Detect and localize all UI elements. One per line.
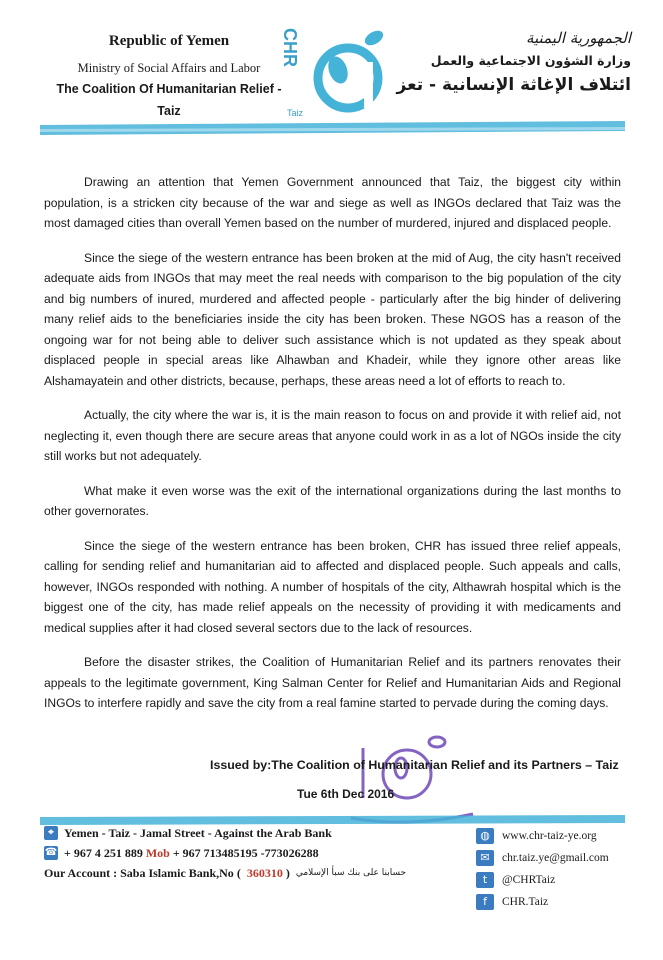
letterhead-english [44,30,294,122]
svg-text:CHR: CHR [280,28,300,67]
map-pin-icon: ⌖ [44,826,58,840]
country-name-arabic: الجمهورية اليمنية [525,29,631,47]
email-link[interactable]: chr.taiz.ye@gmail.com [502,852,609,864]
facebook-icon: f [476,894,494,910]
paragraph: Before the disaster strikes, the Coalition of Humanitarian Relief and its partners renovates their appeals to the legitimate government, King Salman Center for Relief and Humanitarian Aids and Regional INGOs to interfere rapidly and save the city from a real famine started to pervade during the coming days. [44,655,621,710]
paragraph: Since the siege of the western entrance has been broken, CHR has issued three relief appeals, calling for sending relief and humanitarian aid to affected and displaced people. Such appeals and calls, however, INGOs responded with nothing. A number of hospitals of the city, Althawrah hospital which is the biggest one of the city, has made relief appeals on the necessity of providing it with medicaments and medical supplies after it had closed several sectors due to the lack of resources. [44,538,621,635]
account-label: Our Account : Saba Islamic Bank,No [44,865,234,880]
letterhead-arabic [381,26,631,98]
mob-label: Mob [145,845,170,860]
twitter-row[interactable] [476,869,646,891]
header-divider [40,121,625,135]
footer-contact [44,823,444,883]
footer-online [476,825,646,913]
phone-number: + 967 4 251 889 [64,845,143,860]
website-link[interactable]: www.chr-taiz-ye.org [502,830,597,842]
letter-body [44,172,621,728]
paragraph: Actually, the city where the war is, it is the main reason to focus on and provide it with relief aid, not neglecting it, even though there are secure areas that anyone could work in as a lot of NGOs inside the city still works but not adequately. [44,408,621,463]
account-row: Our Account : Saba Islamic Bank,No ( 360310 ) حسابنا على بنك سبأ الإسلامي [44,865,407,880]
paragraph: Drawing an attention that Yemen Government announced that Taiz, the biggest city within population, is a stricken city because of the war and siege as well as INGOs declared that Taiz was the most damaged cities than overall Yemen based on the number of murdered, injured and displaced people. [44,175,621,230]
organization-name: The Coalition Of Humanitarian Relief - Taiz [56,82,282,118]
twitter-link[interactable]: @CHRTaiz [502,874,556,886]
logo-caption: Taiz [287,108,304,118]
facebook-row[interactable] [476,891,646,913]
website-row[interactable] [476,825,646,847]
issue-date: Tue 6th Dec 2016 [297,787,395,801]
phone-row [44,843,444,863]
globe-icon: ◍ [476,828,494,844]
country-name: Republic of Yemen [108,33,230,49]
account-arabic: حسابنا على بنك سبأ الإسلامي [295,868,407,878]
issued-by: Issued by:The Coalition of Humanitarian Relief and its Partners – Taiz [210,758,619,772]
phone-icon: ☎ [44,847,58,858]
paragraph: What make it even worse was the exit of the international organizations during the last months to other governorates. [44,483,621,518]
paragraph: Since the siege of the western entrance has been broken at the mid of Aug, the city hasn't received adequate aids from INGOs that may meet the real needs with comparison to the big population of the city and big numbers of inured, murdered and affected people - particularly after the big hinder of delivering many relief aids to the beneficiaries inside the city has been broken. These NGOS has a reason of the ongoing war for not being able to deliver such assistance which is not updated as they speak about displaced people in special areas like Alhawban and Khadeir, while they ignore other areas like Alshamayatein and other districts, because, perhaps, these areas need a lot of efforts to reach to. [44,250,621,388]
email-row[interactable] [476,847,646,869]
ministry-name: Ministry of Social Affairs and Labor [77,61,261,75]
address-text: Yemen - Taiz - Jamal Street - Against the Arab Bank [64,825,332,840]
facebook-link[interactable]: CHR.Taiz [502,896,549,908]
mail-icon: ✉ [476,850,494,866]
address-row [44,823,444,843]
mobile-numbers: + 967 713485195 -773026288 [172,845,319,860]
organization-name-arabic: ائتلاف الإغاثة الإنسانية - تعز [396,75,631,95]
twitter-icon: t [476,872,494,888]
account-number: 360310 [246,865,283,880]
ministry-name-arabic: وزارة الشؤون الاجتماعية والعمل [430,53,631,68]
